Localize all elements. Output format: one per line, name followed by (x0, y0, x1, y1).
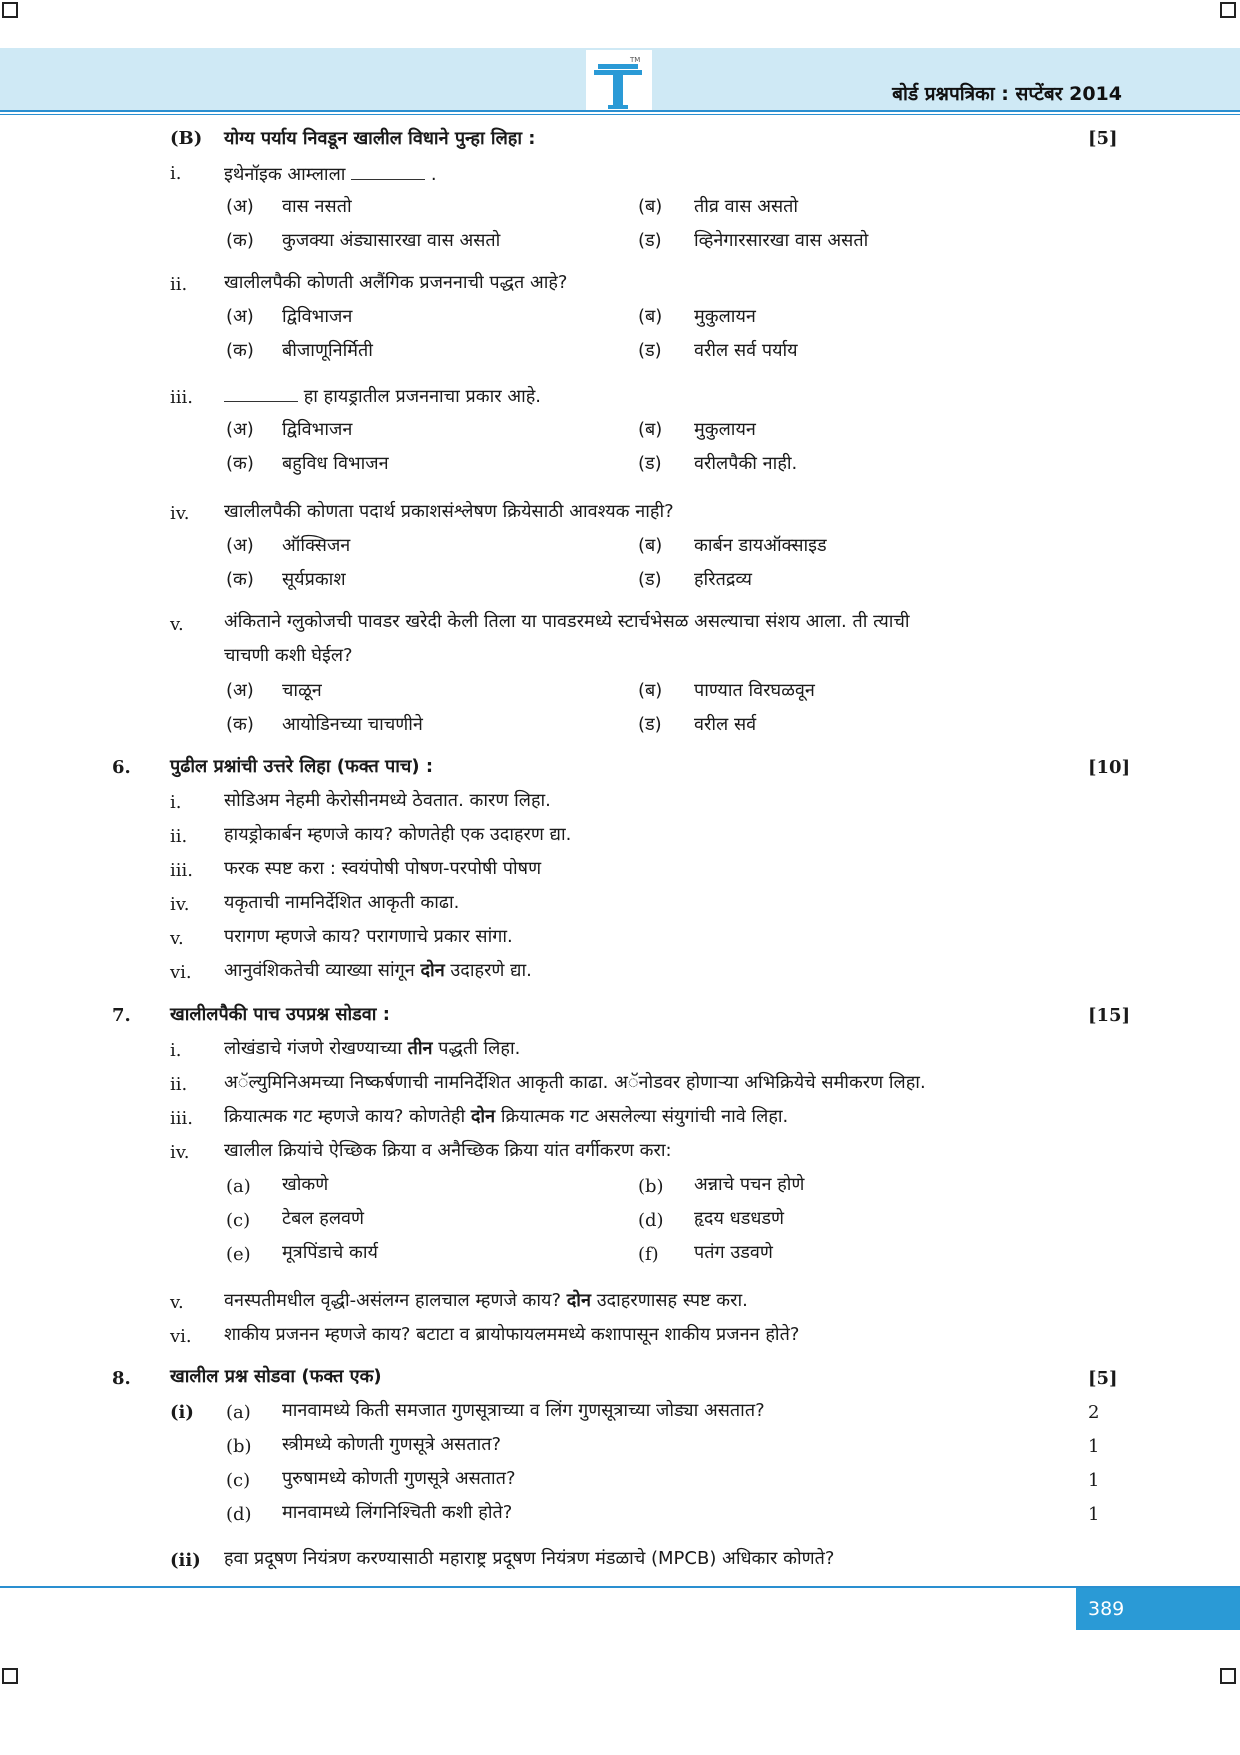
question-number: i. (170, 163, 182, 184)
option-text: खोकणे (282, 1174, 329, 1195)
question-text: स्त्रीमध्ये कोणती गुणसूत्रे असतात? (282, 1434, 502, 1455)
question-text: खालीलपैकी कोणती अलैंगिक प्रजननाची पद्धत आहे? (224, 272, 568, 293)
question-text: मानवामध्ये किती समजात गुणसूत्राच्या व लिंग गुणसूत्राच्या जोड्या असतात? (282, 1400, 765, 1421)
option-label: (अ) (226, 306, 254, 327)
option-label: (अ) (226, 680, 254, 701)
section-b-heading: योग्य पर्याय निवडून खालील विधाने पुन्हा लिहा : (224, 128, 536, 149)
question-text: खालीलपैकी कोणता पदार्थ प्रकाशसंश्लेषण क्रियेसाठी आवश्यक नाही? (224, 501, 674, 522)
option-text: व्हिनेगारसारखा वास असतो (694, 230, 869, 251)
option-label: (ड) (638, 340, 662, 361)
option-text: द्विविभाजन (282, 419, 353, 440)
question-mark: 1 (1088, 1436, 1100, 1457)
option-text: पतंग उडवणे (694, 1242, 773, 1263)
question-number: v. (170, 928, 184, 949)
question-text: इथेनॉइक आम्लाला . (224, 164, 437, 185)
option-label: (अ) (226, 196, 254, 217)
option-label: (b) (638, 1176, 664, 1197)
option-label: (ड) (638, 453, 662, 474)
option-text: सूर्यप्रकाश (282, 569, 346, 590)
question-text: खालील क्रियांचे ऐच्छिक क्रिया व अनैच्छिक क्रिया यांत वर्गीकरण करा: (224, 1140, 672, 1161)
question-mark: 1 (1088, 1504, 1100, 1525)
option-label: (e) (226, 1244, 251, 1265)
question-text: आनुवंशिकतेची व्याख्या सांगून दोन उदाहरणे द्या. (224, 960, 532, 981)
option-text: वरीलपैकी नाही. (694, 453, 798, 474)
option-label: (क) (226, 453, 254, 474)
option-text: पाण्यात विरघळवून (694, 680, 815, 701)
option-text: वरील सर्व पर्याय (694, 340, 798, 361)
option-label: (क) (226, 230, 254, 251)
option-text: अन्नाचे पचन होणे (694, 1174, 805, 1195)
option-text: मूत्रपिंडाचे कार्य (282, 1242, 378, 1263)
question-8-marks: [5] (1088, 1368, 1118, 1389)
question-text: अंकिताने ग्लुकोजची पावडर खरेदी केली तिला या पावडरमध्ये स्टार्चभेसळ असल्याचा संशय आला. ती त्याची (224, 611, 910, 632)
footer-divider (0, 1586, 1240, 1588)
question-number: i. (170, 792, 182, 813)
question-8-heading: खालील प्रश्न सोडवा (फक्त एक) (170, 1366, 382, 1387)
question-text: हवा प्रदूषण नियंत्रण करण्यासाठी महाराष्ट्र प्रदूषण नियंत्रण मंडळाचे (MPCB) अधिकार कोणते? (224, 1548, 835, 1569)
question-number: iii. (170, 1108, 193, 1129)
question-text: यकृताची नामनिर्देशित आकृती काढा. (224, 892, 460, 913)
question-number: iv. (170, 894, 190, 915)
question-number: v. (170, 1292, 184, 1313)
page-number: 389 (1076, 1588, 1240, 1630)
question-number: iii. (170, 387, 193, 408)
question-text: वनस्पतीमधील वृद्धी-असंलग्न हालचाल म्हणजे काय? दोन उदाहरणासह स्पष्ट करा. (224, 1290, 748, 1311)
option-label: (ब) (638, 419, 663, 440)
option-text: चाळून (282, 680, 322, 701)
option-label: (ड) (638, 714, 662, 735)
question-number: (d) (226, 1504, 252, 1525)
header-title: बोर्ड प्रश्नपत्रिका : सप्टेंबर 2014 (892, 83, 1122, 105)
option-text: आयोडिनच्या चाचणीने (282, 714, 423, 735)
question-number: (c) (226, 1470, 251, 1491)
section-b-marks: [5] (1088, 128, 1118, 149)
question-text: पुरुषामध्ये कोणती गुणसूत्रे असतात? (282, 1468, 516, 1489)
option-label: (क) (226, 340, 254, 361)
option-label: (ब) (638, 196, 663, 217)
question-number: ii. (170, 826, 188, 847)
question-mark: 2 (1088, 1402, 1100, 1423)
section-b-label: (B) (170, 128, 203, 149)
question-text-cont: चाचणी कशी घेईल? (224, 645, 353, 666)
subpart-label: (i) (170, 1402, 194, 1423)
crop-mark-bottom-right (1220, 1668, 1236, 1684)
option-label: (अ) (226, 535, 254, 556)
question-mark: 1 (1088, 1470, 1100, 1491)
option-label: (ड) (638, 569, 662, 590)
option-label: (ब) (638, 680, 663, 701)
question-number: i. (170, 1040, 182, 1061)
option-text: ऑक्सिजन (282, 535, 351, 556)
option-label: (f) (638, 1244, 659, 1265)
question-number: iii. (170, 860, 193, 881)
option-label: (ब) (638, 306, 663, 327)
question-text: हा हायड्रातील प्रजननाचा प्रकार आहे. (224, 385, 541, 408)
option-label: (c) (226, 1210, 251, 1231)
option-text: हृदय धडधडणे (694, 1208, 785, 1229)
option-text: मुकुलायन (694, 306, 756, 327)
option-label: (d) (638, 1210, 664, 1231)
question-number: ii. (170, 1074, 188, 1095)
option-text: कार्बन डायऑक्साइड (694, 535, 827, 556)
option-label: (ड) (638, 230, 662, 251)
question-text: सोडिअम नेहमी केरोसीनमध्ये ठेवतात. कारण लिहा. (224, 790, 551, 811)
question-number: ii. (170, 274, 188, 295)
option-label: (a) (226, 1176, 251, 1197)
option-text: बहुविध विभाजन (282, 453, 389, 474)
crop-mark-top-right (1220, 2, 1236, 18)
question-number: iv. (170, 1142, 190, 1163)
question-text: हायड्रोकार्बन म्हणजे काय? कोणतेही एक उदाहरण द्या. (224, 824, 572, 845)
option-text: मुकुलायन (694, 419, 756, 440)
option-label: (अ) (226, 419, 254, 440)
crop-mark-top-left (2, 2, 18, 18)
option-text: टेबल हलवणे (282, 1208, 365, 1229)
question-6-marks: [10] (1088, 757, 1131, 778)
question-6-heading: पुढील प्रश्नांची उत्तरे लिहा (फक्त पाच) : (170, 756, 434, 777)
question-text: लोखंडाचे गंजणे रोखण्याच्या तीन पद्धती लिहा. (224, 1038, 521, 1059)
option-text: कुजक्या अंड्यासारखा वास असतो (282, 230, 501, 251)
subpart-label: (ii) (170, 1550, 201, 1571)
publisher-logo (586, 50, 652, 112)
option-text: तीव्र वास असतो (694, 196, 799, 217)
option-text: वरील सर्व (694, 714, 757, 735)
question-number: (a) (226, 1402, 251, 1423)
question-7-heading: खालीलपैकी पाच उपप्रश्न सोडवा : (170, 1004, 390, 1025)
option-text: हरितद्रव्य (694, 569, 752, 590)
question-8-number: 8. (112, 1368, 131, 1389)
option-label: (क) (226, 714, 254, 735)
option-text: द्विविभाजन (282, 306, 353, 327)
question-text: फरक स्पष्ट करा : स्वयंपोषी पोषण-परपोषी पोषण (224, 858, 542, 879)
question-number: vi. (170, 962, 192, 983)
question-6-number: 6. (112, 757, 131, 778)
option-label: (ब) (638, 535, 663, 556)
pillar-logo-icon (586, 50, 652, 112)
question-text: परागण म्हणजे काय? परागणाचे प्रकार सांगा. (224, 926, 513, 947)
question-number: iv. (170, 503, 190, 524)
option-label: (क) (226, 569, 254, 590)
question-number: (b) (226, 1436, 252, 1457)
question-7-number: 7. (112, 1005, 131, 1026)
question-number: v. (170, 614, 184, 635)
header-divider (0, 110, 1240, 112)
question-7-marks: [15] (1088, 1005, 1131, 1026)
option-text: वास नसतो (282, 196, 352, 217)
header-divider-thin (0, 114, 1240, 115)
question-text: क्रियात्मक गट म्हणजे काय? कोणतेही दोन क्रियात्मक गट असलेल्या संयुगांची नावे लिहा. (224, 1106, 789, 1127)
question-text: शाकीय प्रजनन म्हणजे काय? बटाटा व ब्रायोफायलममध्ये कशापासून शाकीय प्रजनन होते? (224, 1324, 800, 1345)
logo-tm: TM (630, 56, 641, 64)
question-text: मानवामध्ये लिंगनिश्चिती कशी होते? (282, 1502, 513, 1523)
crop-mark-bottom-left (2, 1668, 18, 1684)
question-text: अॅल्युमिनिअमच्या निष्कर्षणाची नामनिर्देशित आकृती काढा. अॅनोडवर होणाऱ्या अभिक्रियेचे समीकरण लिहा. (224, 1072, 926, 1093)
option-text: बीजाणूनिर्मिती (282, 340, 373, 361)
question-number: vi. (170, 1326, 192, 1347)
